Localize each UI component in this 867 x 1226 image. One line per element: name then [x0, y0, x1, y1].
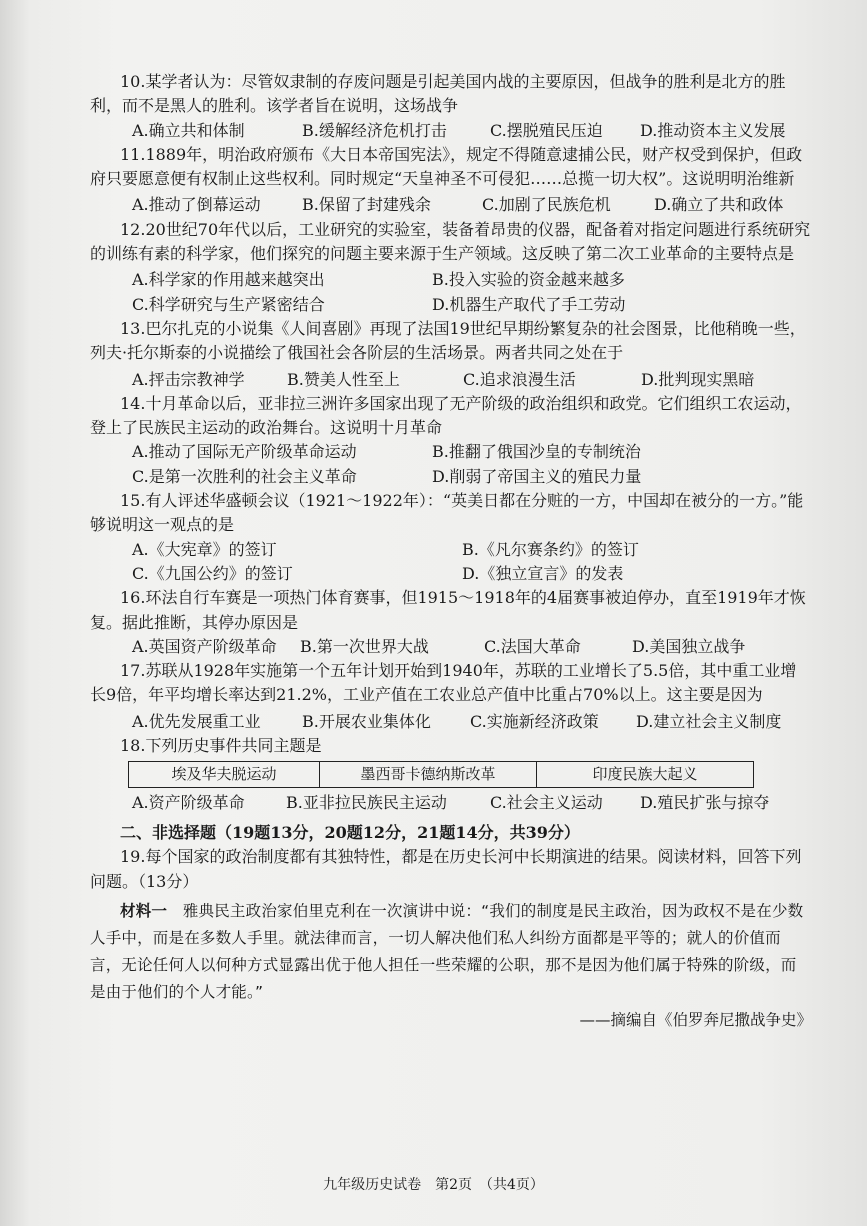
question-13-stem: 13.巴尔扎克的小说集《人间喜剧》再现了法国19世纪早期纷繁复杂的社会图景，比他稍晚一些，列夫·托尔斯泰的小说描绘了俄国社会各阶层的生活场景。两者共同之处在于 — [90, 318, 806, 363]
option-d: D.确立了共和政体 — [654, 195, 784, 215]
question-16-stem: 16.环法自行车赛是一项热门体育赛事，但1915～1918年的4届赛事被迫停办，直至1919年才恢复。据此推断，其停办原因是 — [90, 588, 806, 632]
option-a: A.资产阶级革命 — [132, 792, 245, 812]
option-a: A.《大宪章》的签订 — [132, 539, 277, 559]
option-b: B.《凡尔赛条约》的签订 — [462, 539, 639, 559]
option-b: B.投入实验的资金越来越多 — [432, 270, 625, 290]
question-14-stem: 14.十月革命以后，亚非拉三洲许多国家出现了无产阶级的政治组织和政党。它们组织工农运动，登上了民族民主运动的政治舞台。这说明十月革命 — [90, 393, 802, 438]
option-d: D.推动资本主义发展 — [640, 120, 786, 140]
question-15-stem: 15.有人评述华盛顿会议（1921～1922年）：“英美日都在分赃的一方，中国却在被分的一方。”能够说明这一观点的是 — [90, 491, 804, 535]
option-c: C.《九国公约》的签订 — [132, 563, 293, 583]
question-17-stem: 17.苏联从1928年实施第一个五年计划开始到1940年，苏联的工业增长了5.5倍，其中重工业增长9倍，年平均增长率达到21.2%，工业产值在工农业总产值中比重占70%以上。这主要是因为 — [90, 661, 797, 705]
material-source: ——摘编自《伯罗奔尼撒战争史》 — [579, 1010, 812, 1029]
material-label: 材料一 — [120, 901, 168, 920]
option-c: C.是第一次胜利的社会主义革命 — [132, 466, 357, 486]
question-11-options — [90, 193, 812, 217]
question-13-options — [90, 368, 812, 392]
option-c: C.追求浪漫生活 — [463, 369, 576, 389]
event-cell: 墨西哥卡德纳斯改革 — [320, 762, 537, 787]
option-d: D.美国独立战争 — [632, 636, 746, 656]
option-c: C.实施新经济政策 — [470, 711, 599, 731]
question-18-stem: 18.下列历史事件共同主题是 — [120, 736, 322, 756]
option-d: D.削弱了帝国主义的殖民力量 — [432, 466, 642, 486]
question-12-stem: 12.20世纪70年代以后，工业研究的实验室，装备着昂贵的仪器，配备着对指定问题进行系统研究的训练有素的科学家，他们探究的问题主要来源于生产领域。这反映了第二次工业革命的主要特点是 — [90, 219, 811, 264]
page-footer: 九年级历史试卷 第2页 （共4页） — [323, 1177, 544, 1193]
events-table — [128, 761, 754, 787]
event-cell: 印度民族大起义 — [537, 762, 754, 787]
option-a: A.确立共和体制 — [132, 120, 245, 140]
material-text: 雅典民主政治家伯里克利在一次演讲中说：“我们的制度是民主政治，因为政权不是在少数人手中，而是在多数人手里。就法律而言，一切人解决他们私人纠纷方面都是平等的；就人的价值而言，无论任何人以何种方式显露出优于他人担任一些荣耀的公职，那不是因为他们属于特殊的阶级，而是由于他们的个人才能。” — [90, 901, 804, 1001]
option-b: B.推翻了俄国沙皇的专制统治 — [432, 442, 641, 462]
event-cell: 埃及华夫脱运动 — [129, 762, 320, 787]
option-c: C.科学研究与生产紧密结合 — [132, 294, 325, 314]
option-a: A.英国资产阶级革命 — [132, 636, 277, 656]
option-a: A.抨击宗教神学 — [132, 369, 245, 389]
section-title: 二、非选择题（19题13分，20题12分，21题14分，共39分） — [120, 822, 580, 842]
option-b: B.亚非拉民族民主运动 — [286, 792, 447, 812]
material-one — [90, 898, 812, 1006]
option-b: B.第一次世界大战 — [300, 636, 429, 656]
question-15-options — [90, 538, 812, 587]
question-10-stem: 10.某学者认为：尽管奴隶制的存废问题是引起美国内战的主要原因，但战争的胜利是北方的胜利，而不是黑人的胜利。该学者旨在说明，这场战争 — [90, 72, 786, 116]
question-16-options — [90, 635, 812, 659]
option-a: A.推动了倒幕运动 — [132, 195, 261, 215]
option-b: B.缓解经济危机打击 — [302, 120, 447, 140]
question-17-options — [90, 710, 812, 734]
question-14-options — [90, 440, 812, 489]
option-b: B.开展农业集体化 — [302, 711, 431, 731]
option-d: D.建立社会主义制度 — [636, 711, 782, 731]
option-d: D.批判现实黑暗 — [641, 369, 755, 389]
question-19-stem: 19.每个国家的政治制度都有其独特性，都是在历史长河中长期演进的结果。阅读材料，回答下列问题。（13分） — [90, 847, 802, 891]
exam-content — [90, 70, 812, 1032]
question-12-options — [90, 268, 812, 317]
option-a: A.优先发展重工业 — [132, 711, 261, 731]
option-c: C.加剧了民族危机 — [482, 195, 611, 215]
option-b: B.保留了封建残余 — [302, 195, 431, 215]
option-d: D.殖民扩张与掠夺 — [640, 792, 770, 812]
table-row — [129, 762, 754, 787]
option-c: C.社会主义运动 — [490, 792, 603, 812]
option-d: D.机器生产取代了手工劳动 — [432, 294, 626, 314]
question-18-options — [90, 791, 812, 815]
option-d: D.《独立宣言》的发表 — [462, 563, 624, 583]
option-c: C.摆脱殖民压迫 — [490, 120, 603, 140]
question-11-stem: 11.1889年，明治政府颁布《大日本帝国宪法》，规定不得随意逮捕公民，财产权受到保护，但政府只要愿意便有权制止这些权利。同时规定“天皇神圣不可侵犯……总揽一切大权”。这说明明治维新 — [90, 144, 803, 189]
option-b: B.赞美人性至上 — [287, 369, 400, 389]
option-a: A.科学家的作用越来越突出 — [132, 270, 325, 290]
option-a: A.推动了国际无产阶级革命运动 — [132, 442, 357, 462]
option-c: C.法国大革命 — [484, 636, 581, 656]
question-10-options — [90, 119, 812, 143]
